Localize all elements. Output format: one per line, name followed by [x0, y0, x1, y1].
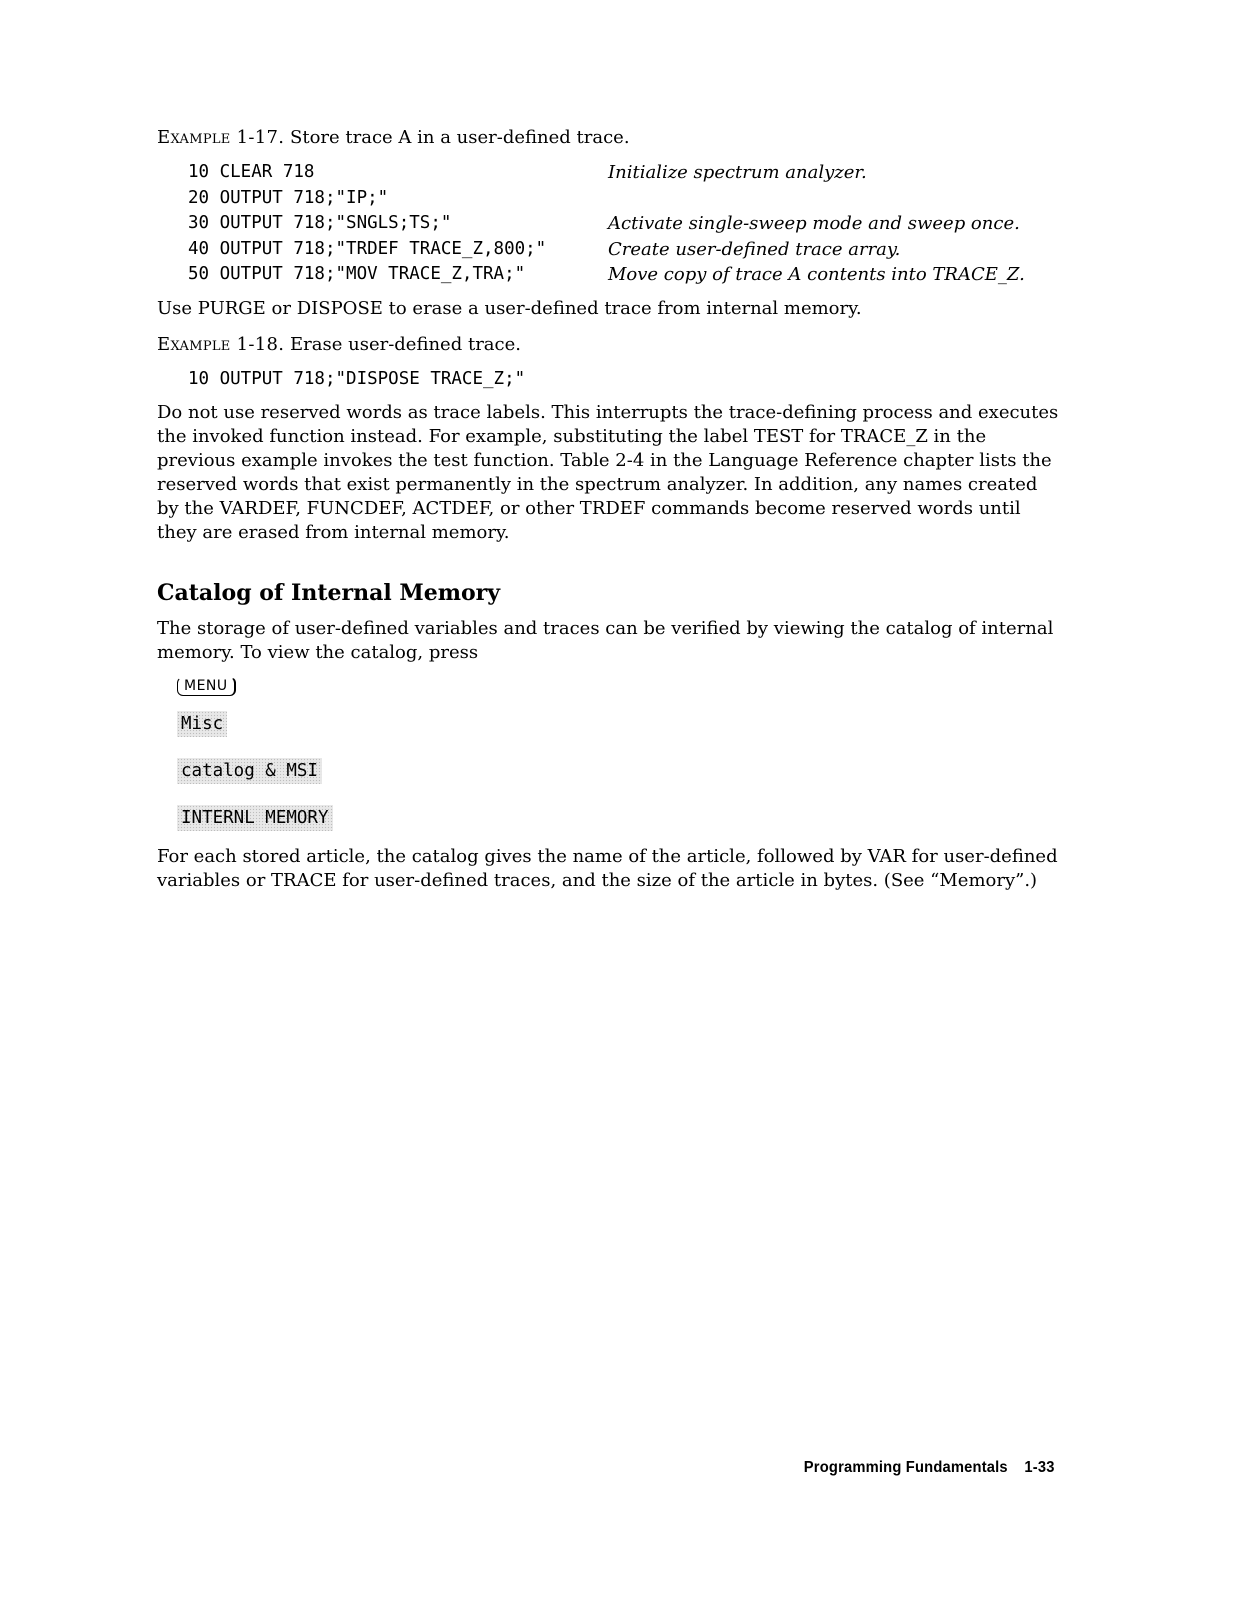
catalog-intro-paragraph: The storage of user-defined variables and traces can be verified by viewing the catalog of internal memory. To view the catalog, press — [157, 617, 1054, 663]
example-1-17-caption — [157, 126, 1062, 150]
example-1-18-description: Erase user-defined trace. — [290, 333, 521, 355]
reserved-words-paragraph: Do not use reserved words as trace labels. This interrupts the trace-defining process and executes the invoked function instead. For example, substituting the label TEST for TRACE_Z in the previous example invokes the test function. Table 2-4 in the Language Reference chapter lists the reserved words that exist permanently in the spectrum analyzer. In addition, any names created by the VARDEF, FUNCDEF, ACTDEF, or other TRDEF commands become reserved words until they are erased from internal memory. — [157, 401, 1059, 543]
purge-dispose-paragraph: Use PURGE or DISPOSE to erase a user-defined trace from internal memory. — [157, 297, 862, 319]
menu-hardkey: MENU — [177, 677, 236, 696]
softkey-row — [177, 805, 1062, 845]
catalog-closing-paragraph: For each stored article, the catalog gives the name of the article, followed by VAR for user-defined variables or TRACE for user-defined traces, and the size of the article in bytes. (See “Memory”.) — [157, 845, 1058, 891]
footer-title: Programming Fundamentals — [804, 1459, 1009, 1476]
code-line: 20 OUTPUT 718;"IP;" — [188, 187, 389, 208]
code-row — [188, 160, 1025, 186]
code-row — [188, 211, 1025, 237]
softkey-row — [177, 711, 1062, 758]
key-sequence — [177, 675, 1062, 845]
code-row — [188, 186, 1025, 212]
example-1-18-caption — [157, 333, 1062, 357]
page-footer — [804, 1458, 1055, 1478]
example-1-17-code-listing — [188, 160, 1025, 288]
example-1-18-code-line: 10 OUTPUT 718;"DISPOSE TRACE_Z;" — [188, 368, 526, 389]
example-1-17-label: Example 1-17. — [157, 127, 285, 148]
code-comment: Create user-defined trace array. — [608, 238, 901, 260]
code-line: 10 CLEAR 718 — [188, 162, 315, 182]
softkey-row — [177, 758, 1062, 805]
hardkey-row — [177, 675, 1062, 711]
misc-softkey: Misc — [177, 711, 227, 737]
code-row — [188, 237, 1025, 263]
code-comment: Activate single-sweep mode and sweep once. — [608, 213, 1020, 234]
code-line: 40 OUTPUT 718;"TRDEF TRACE_Z,800;" — [188, 238, 547, 259]
section-heading: Catalog of Internal Memory — [157, 579, 501, 606]
code-row — [188, 262, 1025, 288]
page-number: 1-33 — [1024, 1459, 1055, 1476]
page-content — [157, 126, 1062, 893]
code-comment: Move copy of trace A contents into TRACE_Z. — [608, 264, 1025, 285]
internl-memory-softkey: INTERNL MEMORY — [177, 805, 333, 831]
code-line: 30 OUTPUT 718;"SNGLS;TS;" — [188, 213, 452, 233]
catalog-msi-softkey: catalog & MSI — [177, 758, 322, 784]
code-line: 50 OUTPUT 718;"MOV TRACE_Z,TRA;" — [188, 264, 526, 284]
code-comment: Initialize spectrum analyzer. — [608, 162, 867, 183]
example-1-18-label: Example 1-18. — [157, 333, 285, 355]
example-1-17-description: Store trace A in a user-defined trace. — [290, 127, 630, 148]
code-comment — [608, 186, 1025, 212]
